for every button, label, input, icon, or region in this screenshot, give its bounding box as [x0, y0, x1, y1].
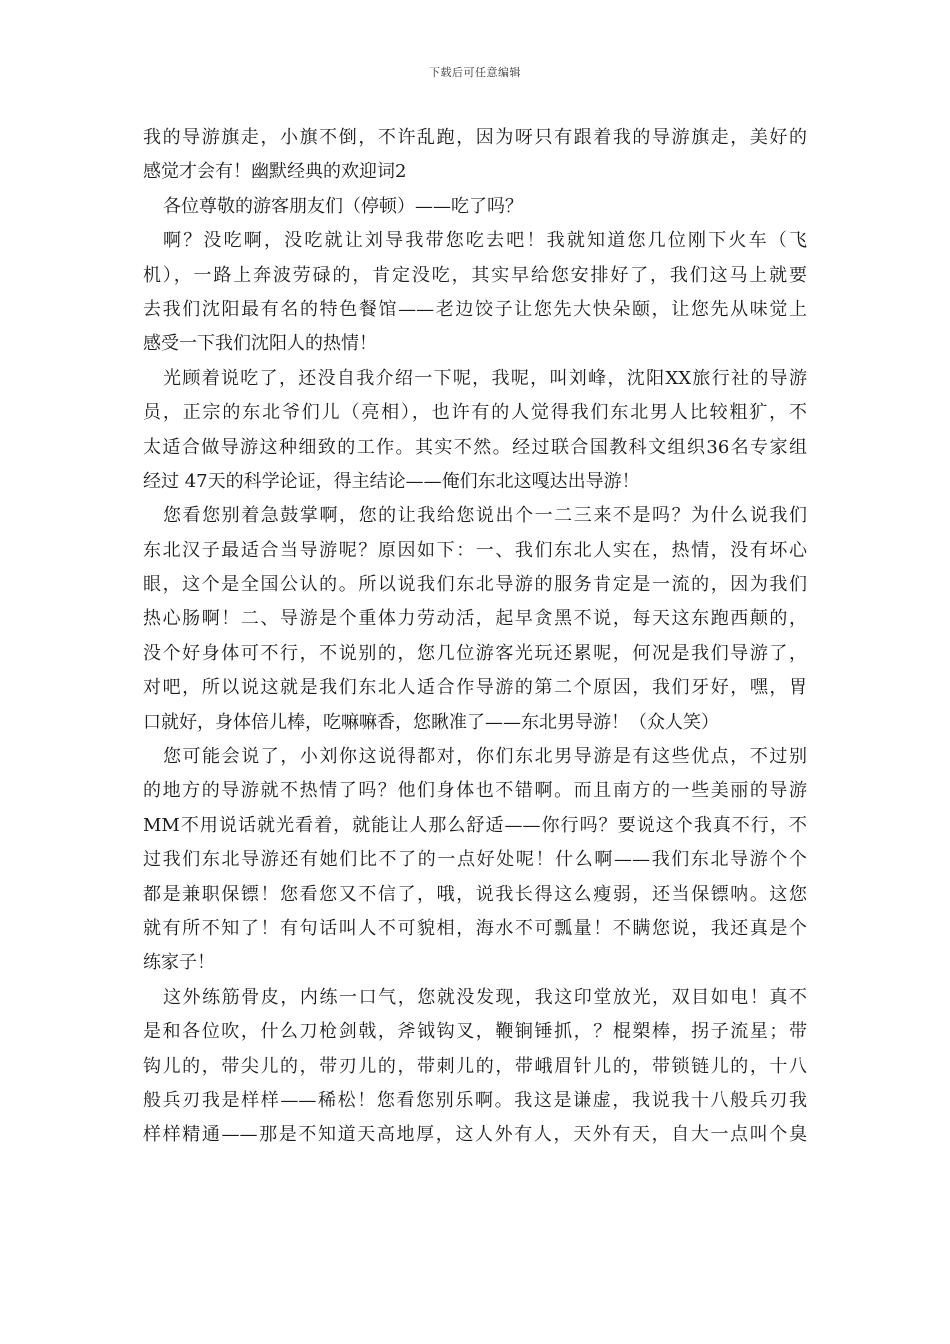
page-header-note: 下载后可任意编辑 [429, 66, 521, 79]
text-line: 经过 47天的科学论证，得主结论——俺们东北这嘎达出导游！ [143, 470, 640, 492]
text-line: 的地方的导游就不热情了吗？他们身体也不错啊。而且南方的一些美丽的导游 [143, 780, 807, 802]
text-line: MM不用说话就光看着，就能让人那么舒适——你行吗？要说这个我真不行，不 [143, 814, 807, 836]
text-line: 光顾着说吃了，还没自我介绍一下呢，我呢，叫刘峰，沈阳XX旅行社的导游 [163, 367, 807, 389]
text-line: 这外练筋骨皮，内练一口气，您就没发现，我这印堂放光，双目如电！真不 [163, 986, 807, 1008]
text-line: 样样精通——那是不知道天高地厚，这人外有人，天外有天，自大一点叫个臭 [143, 1124, 807, 1146]
text-line: 各位尊敬的游客朋友们（停顿）——吃了吗？ [163, 195, 523, 217]
text-line: 您看您别着急鼓掌啊，您的让我给您说出个一二三来不是吗？为什么说我们 [163, 505, 807, 527]
text-line: 口就好，身体倍儿棒，吃嘛嘛香，您瞅准了——东北男导游！（众人笑） [143, 711, 719, 733]
text-line: 对吧，所以说这就是我们东北人适合作导游的第二个原因，我们牙好，嘿，胃 [143, 677, 807, 699]
text-line: 没个好身体可不行，不说别的，您几位游客光玩还累呢，何况是我们导游了， [143, 642, 807, 664]
text-line: 东北汉子最适合当导游呢？原因如下：一、我们东北人实在，热情，没有坏心 [143, 539, 807, 561]
text-line: 都是兼职保镖！您看您又不信了，哦，说我长得这么瘦弱，还当保镖呐。这您 [143, 883, 807, 905]
document-body [143, 121, 807, 1153]
text-line: 钩儿的，带尖儿的，带刃儿的，带刺儿的，带峨眉针儿的，带锁链儿的，十八 [143, 1055, 807, 1077]
text-line: 过我们东北导游还有她们比不了的一点好处呢！什么啊——我们东北导游个个 [143, 849, 807, 871]
text-line: 练家子！ [143, 952, 215, 974]
text-line: 我的导游旗走，小旗不倒，不许乱跑，因为呀只有跟着我的导游旗走，美好的 [143, 127, 807, 148]
text-line: 您可能会说了，小刘你这说得都对，你们东北男导游是有这些优点，不过别 [163, 746, 807, 768]
text-line: 感受一下我们沈阳人的热情！ [143, 333, 377, 355]
text-line: 啊？没吃啊，没吃就让刘导我带您吃去吧！我就知道您几位刚下火车（飞 [163, 230, 807, 252]
text-line: 热心肠啊！二、导游是个重体力劳动活，起早贪黑不说，每天这东跑西颠的， [143, 608, 807, 630]
text-line: 是和各位吹，什么刀枪剑戟，斧钺钩叉，鞭锏锤抓，？棍槊棒，拐子流星；带 [143, 1021, 807, 1043]
text-line: 机），一路上奔波劳碌的，肯定没吃，其实早给您安排好了，我们这马上就要 [143, 264, 807, 286]
text-line: 太适合做导游这种细致的工作。其实不然。经过联合国教科文组织36名专家组 [143, 436, 807, 458]
text-line: 员，正宗的东北爷们儿（亮相），也许有的人觉得我们东北男人比较粗犷，不 [143, 402, 807, 424]
text-line: 去我们沈阳最有名的特色餐馆——老边饺子让您先大快朵颐，让您先从味觉上 [143, 298, 807, 320]
text-line: 就有所不知了！有句话叫人不可貌相，海水不可瓢量！不瞒您说，我还真是个 [143, 917, 807, 939]
text-line: 眼，这个是全国公认的。所以说我们东北导游的服务肯定是一流的，因为我们 [143, 574, 807, 596]
text-line: 般兵刃我是样样——稀松！您看您别乐啊。我这是谦虚，我说我十八般兵刃我 [143, 1089, 807, 1111]
text-line: 感觉才会有！幽默经典的欢迎词2 [143, 161, 407, 183]
